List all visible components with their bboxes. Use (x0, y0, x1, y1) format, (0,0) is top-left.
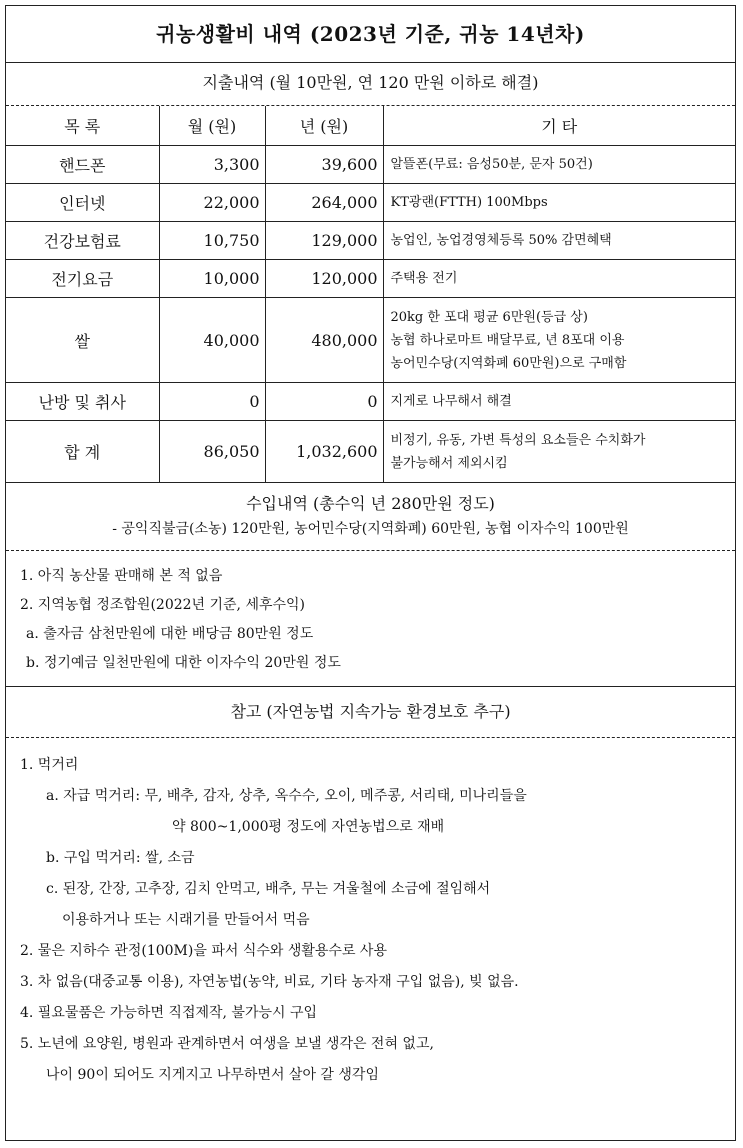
row-item: 난방 및 취사 (6, 383, 159, 421)
column-header-year: 년 (원) (265, 106, 383, 146)
table-row (6, 260, 735, 298)
list-item: 3. 차 없음(대중교통 이용), 자연농법(농약, 비료, 기타 농자재 구입 없음), 빚 없음. (20, 974, 519, 990)
document (5, 5, 736, 1141)
column-header-month: 월 (원) (159, 106, 265, 146)
list-item: 5. 노년에 요양원, 병원과 관계하면서 여생을 보낼 생각은 전혀 없고, (20, 1036, 434, 1052)
row-month: 10,750 (159, 222, 265, 260)
list-item: 1. 먹거리 (20, 757, 79, 773)
note-line: 농어민수당(지역화폐 60만원)으로 구매함 (390, 355, 627, 371)
row-note (383, 383, 735, 421)
list-item: 이용하거나 또는 시래기를 만들어서 먹음 (62, 912, 310, 928)
document-title: 귀농생활비 내역 (2023년 기준, 귀농 14년차) (6, 6, 735, 63)
income-list (6, 551, 735, 687)
row-month: 3,300 (159, 146, 265, 184)
list-item: b. 구입 먹거리: 쌀, 소금 (46, 850, 195, 866)
row-year: 0 (265, 383, 383, 421)
table-row (6, 298, 735, 383)
column-header-item: 목 록 (6, 106, 159, 146)
row-year: 120,000 (265, 260, 383, 298)
list-item: a. 자급 먹거리: 무, 배추, 감자, 상추, 옥수수, 오이, 메주콩, 서리태, 미나리들을 (46, 788, 527, 804)
row-note (383, 146, 735, 184)
row-month: 10,000 (159, 260, 265, 298)
row-month: 0 (159, 383, 265, 421)
row-year: 480,000 (265, 298, 383, 383)
table-row (6, 383, 735, 421)
row-year: 39,600 (265, 146, 383, 184)
row-month: 40,000 (159, 298, 265, 383)
total-month: 86,050 (159, 421, 265, 483)
list-item: 약 800~1,000평 정도에 자연농법으로 재배 (172, 819, 445, 835)
row-item: 건강보험료 (6, 222, 159, 260)
row-item: 전기요금 (6, 260, 159, 298)
income-heading: 수입내역 (총수익 년 280만원 정도) (246, 494, 495, 513)
row-item: 인터넷 (6, 184, 159, 222)
expense-table (6, 106, 735, 483)
list-item: 2. 지역농협 정조합원(2022년 기준, 세후수익) (20, 597, 306, 613)
table-header-row (6, 106, 735, 146)
column-header-note: 기 타 (383, 106, 735, 146)
list-item: b. 정기예금 일천만원에 대한 이자수익 20만원 정도 (26, 655, 341, 671)
note-line: 주택용 전기 (390, 271, 458, 286)
table-row (6, 184, 735, 222)
income-section (6, 483, 735, 551)
total-label: 합 계 (6, 421, 159, 483)
row-year: 264,000 (265, 184, 383, 222)
row-note (383, 222, 735, 260)
total-note (383, 421, 735, 483)
table-row (6, 146, 735, 184)
list-item: 2. 물은 지하수 관정(100M)을 파서 식수와 생활용수로 사용 (20, 943, 387, 959)
total-year: 1,032,600 (265, 421, 383, 483)
list-item: 4. 필요물품은 가능하면 직접제작, 불가능시 구입 (20, 1005, 318, 1021)
row-note (383, 298, 735, 383)
reference-list (6, 738, 735, 1091)
list-item: 나이 90이 되어도 지게지고 나무하면서 살아 갈 생각임 (46, 1067, 379, 1083)
expense-heading: 지출내역 (월 10만원, 연 120 만원 이하로 해결) (6, 63, 735, 106)
list-item: a. 출자금 삼천만원에 대한 배당금 80만원 정도 (26, 626, 314, 642)
note-line: 농업인, 농업경영체등록 50% 감면혜택 (390, 233, 612, 248)
note-line: 비정기, 유동, 가변 특성의 요소들은 수치화가 (390, 432, 646, 448)
note-line: KT광랜(FTTH) 100Mbps (390, 195, 548, 210)
reference-heading: 참고 (자연농법 지속가능 환경보호 추구) (6, 687, 735, 738)
note-line: 알뜰폰(무료: 음성50분, 문자 50건) (390, 157, 593, 172)
row-item: 핸드폰 (6, 146, 159, 184)
list-item: c. 된장, 간장, 고추장, 김치 안먹고, 배추, 무는 겨울철에 소금에 절임해서 (46, 881, 491, 897)
row-note (383, 184, 735, 222)
table-total-row (6, 421, 735, 483)
table-row (6, 222, 735, 260)
note-line: 농협 하나로마트 배달무료, 년 8포대 이용 (390, 332, 625, 348)
row-year: 129,000 (265, 222, 383, 260)
list-item: 1. 아직 농산물 판매해 본 적 없음 (20, 568, 223, 584)
row-note (383, 260, 735, 298)
row-item: 쌀 (6, 298, 159, 383)
note-line: 지게로 나무해서 해결 (390, 394, 512, 409)
row-month: 22,000 (159, 184, 265, 222)
note-line: 불가능해서 제외시킴 (390, 455, 508, 471)
income-detail: - 공익직불금(소농) 120만원, 농어민수당(지역화폐) 60만원, 농협 이자수익 100만원 (112, 521, 629, 537)
note-line: 20kg 한 포대 평균 6만원(등급 상) (390, 309, 588, 325)
